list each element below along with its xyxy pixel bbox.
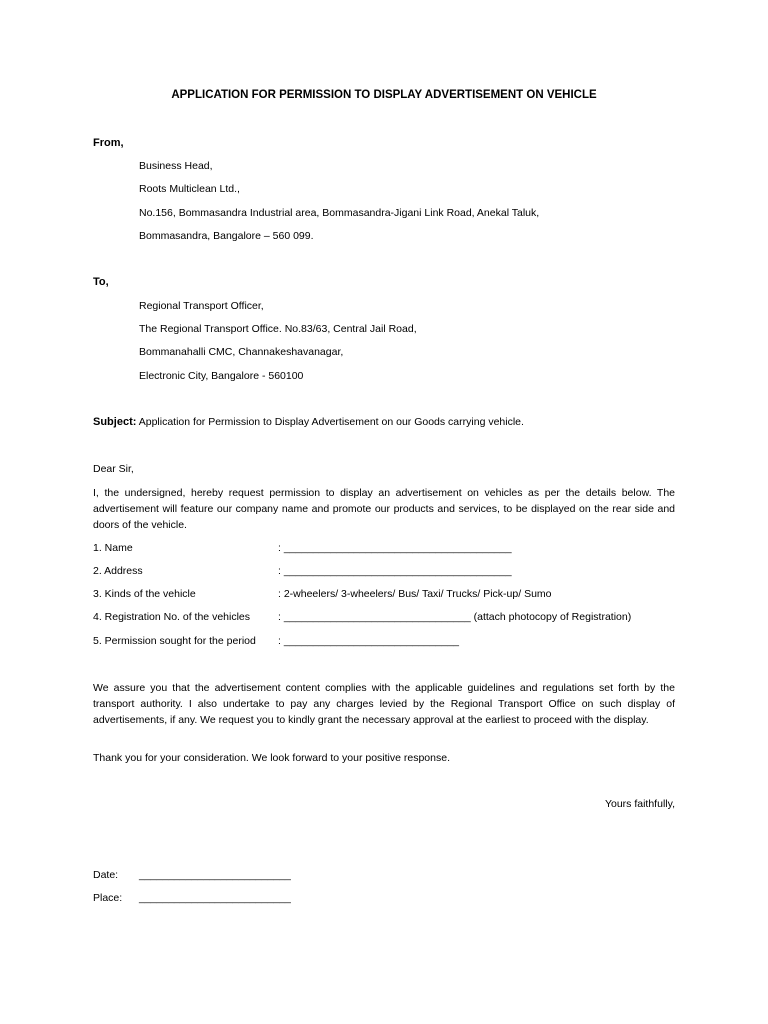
place-blank: __________________________: [139, 892, 291, 904]
to-label: To,: [93, 276, 109, 288]
from-label: From,: [93, 137, 124, 149]
salutation: Dear Sir,: [93, 463, 134, 475]
field-row-registration: [93, 611, 693, 625]
document-title: APPLICATION FOR PERMISSION TO DISPLAY ADVERTISEMENT ON VEHICLE: [171, 89, 597, 101]
closing-line: Yours faithfully,: [604, 798, 675, 810]
field-value: : _______________________________________: [278, 542, 512, 554]
field-label: 1. Name: [93, 542, 133, 554]
field-label: 3. Kinds of the vehicle: [93, 588, 196, 600]
field-value: : _______________________________________: [278, 565, 512, 577]
thanks-line: Thank you for your consideration. We look forward to your positive response.: [93, 752, 450, 764]
assurance-paragraph: We assure you that the advertisement content complies with the applicable guidelines and regulations set forth by the transport authority. I also undertake to pay any charges levied by the Regional Transport Office on such display of advertisements, if any. We request you to kindly grant the necessary approval at the earliest to proceed with the display.: [93, 682, 675, 726]
date-blank: __________________________: [139, 869, 291, 881]
field-label: 5. Permission sought for the period: [93, 635, 256, 647]
field-row-vehicle-kinds: [93, 588, 693, 602]
to-line-4: Electronic City, Bangalore - 560100: [139, 370, 304, 382]
date-label: Date:: [93, 869, 119, 881]
to-line-3: Bommanahalli CMC, Channakeshavanagar,: [139, 346, 344, 358]
field-value: : ______________________________: [278, 635, 460, 647]
to-line-1: Regional Transport Officer,: [139, 300, 264, 312]
field-row-period: [93, 635, 693, 649]
field-value: : ________________________________ (attach photocopy of Registration): [278, 611, 632, 623]
subject-line: [93, 416, 524, 428]
intro-paragraph: I, the undersigned, hereby request permission to display an advertisement on vehicles as per the details below. The advertisement will feature our company name and promote our products and services, to be displayed on the rear side and doors of the vehicle.: [93, 487, 675, 531]
subject-text: Application for Permission to Display Advertisement on our Goods carrying vehicle.: [136, 416, 524, 428]
field-label: 4. Registration No. of the vehicles: [93, 611, 250, 623]
place-label: Place:: [93, 892, 123, 904]
from-line-2: Roots Multiclean Ltd.,: [139, 183, 240, 195]
from-line-4: Bommasandra, Bangalore – 560 099.: [139, 230, 314, 242]
to-line-2: The Regional Transport Office. No.83/63, Central Jail Road,: [139, 323, 417, 335]
field-value: : 2-wheelers/ 3-wheelers/ Bus/ Taxi/ Trucks/ Pick-up/ Sumo: [278, 588, 552, 600]
field-row-name: [93, 542, 693, 556]
subject-label: Subject:: [93, 416, 137, 428]
from-line-1: Business Head,: [139, 160, 213, 172]
from-line-3: No.156, Bommasandra Industrial area, Bommasandra-Jigani Link Road, Anekal Taluk,: [139, 207, 540, 219]
field-row-address: [93, 565, 693, 579]
field-label: 2. Address: [93, 565, 143, 577]
